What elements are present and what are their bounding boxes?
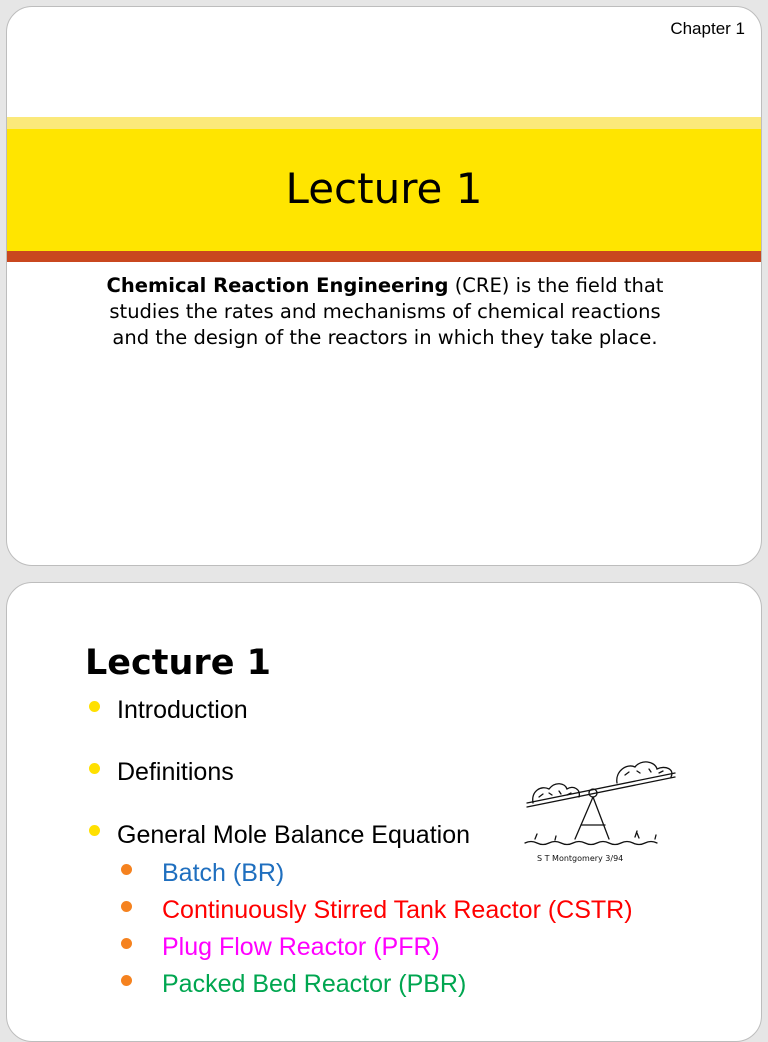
- title-band-bottom-stripe: [7, 251, 761, 262]
- reactor-pfr: Plug Flow Reactor (PFR): [162, 933, 440, 961]
- bullet-dot: [89, 763, 100, 774]
- slide-2: [6, 582, 762, 1042]
- cre-term: Chemical Reaction Engineering: [106, 274, 449, 297]
- topic-mole-balance: General Mole Balance Equation: [117, 821, 471, 849]
- reactor-pbr: Packed Bed Reactor (PBR): [162, 970, 467, 998]
- slide-2-title: Lecture 1: [85, 643, 271, 683]
- seesaw-signature: S T Montgomery 3/94: [537, 854, 624, 863]
- reactor-cstr: Continuously Stirred Tank Reactor (CSTR): [162, 896, 633, 924]
- bullet-dot: [89, 701, 100, 712]
- sub-bullet-dot: [121, 864, 132, 875]
- topic-introduction: Introduction: [117, 696, 248, 724]
- slide-1-title: Lecture 1: [285, 164, 483, 213]
- seesaw-sketch-image: [515, 751, 685, 871]
- sub-bullet-dot: [121, 975, 132, 986]
- sub-bullet-dot: [121, 938, 132, 949]
- chapter-label: Chapter 1: [670, 19, 745, 38]
- topic-definitions: Definitions: [117, 758, 234, 786]
- sub-bullet-dot: [121, 901, 132, 912]
- cre-definition: [97, 273, 673, 351]
- reactor-batch: Batch (BR): [162, 859, 285, 887]
- bullet-dot: [89, 825, 100, 836]
- slide-1: [6, 6, 762, 566]
- title-band-top-stripe: [7, 117, 761, 129]
- seesaw-leg-left: [575, 797, 593, 839]
- seesaw-leg-right: [593, 797, 609, 839]
- cre-definition-text: (CRE) is the field that studies the rates and mechanisms of chemical reactions and the design of the reactors in which they take place.: [109, 274, 664, 349]
